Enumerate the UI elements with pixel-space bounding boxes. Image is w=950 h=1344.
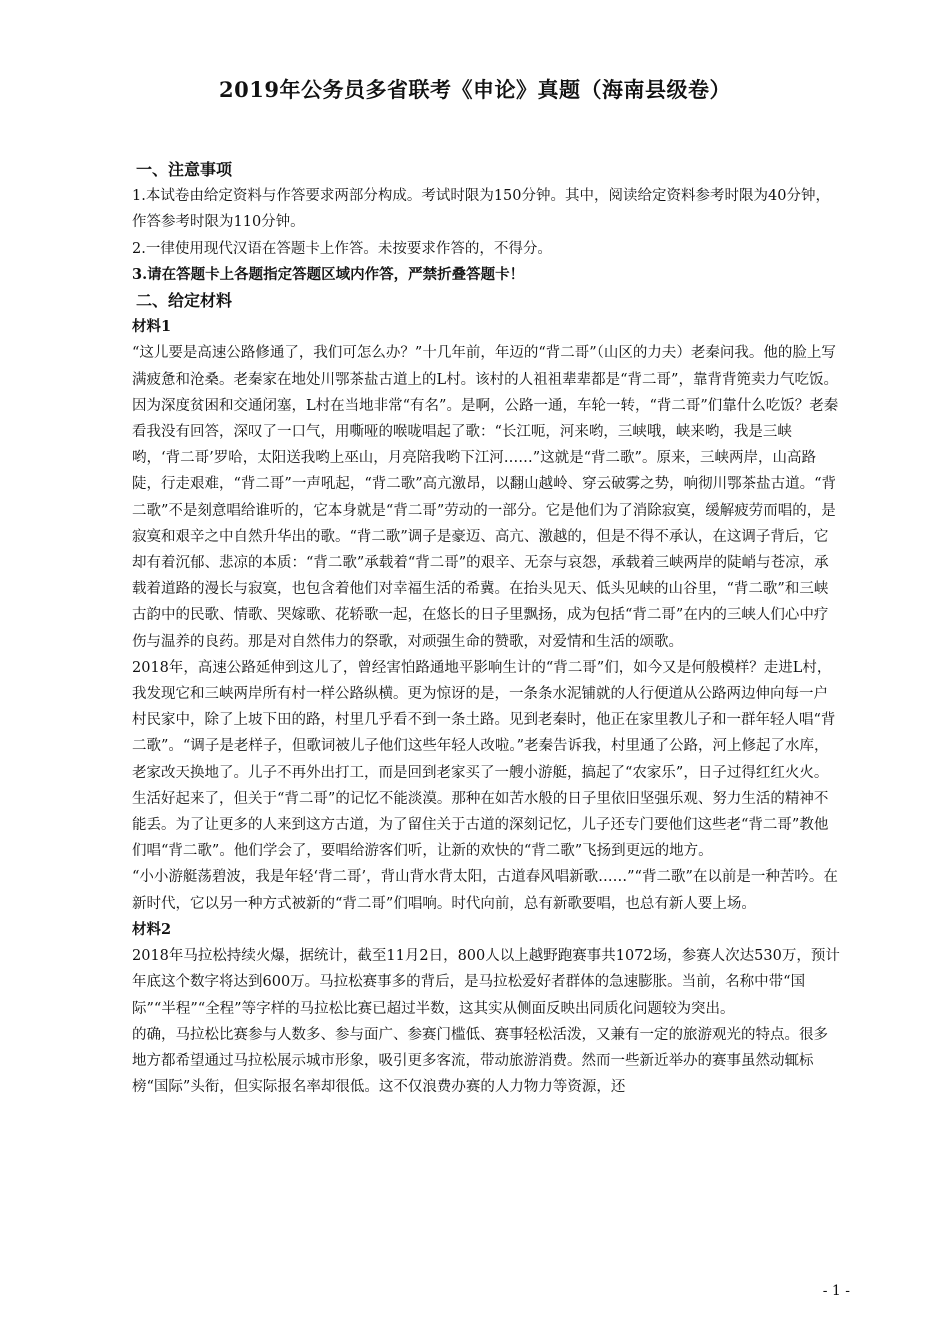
material-2-label: 材料2 — [132, 920, 172, 938]
section-heading-materials: 二、给定材料 — [136, 291, 233, 311]
document-title: 2019年公务员多省联考《申论》真题（海南县级卷） — [219, 77, 731, 102]
material-1-paragraph-2: 2018年，高速公路延伸到这儿了，曾经害怕路通地平影响生计的“背二哥”们，如今又是何般模样？走进L村，我发现它和三峡两岸所有村一样公路纵横。更为惊讶的是，一条条水泥铺就的人行便道从公路两边伸向每一户村民家中，除了上坡下田的路，村里几乎看不到一条土路。见到老秦时，他正在家里教儿子和一群年轻人唱“背二歌”。“调子是老样子，但歌词被儿子他们这些年轻人改啦。”老秦告诉我，村里通了公路，河上修起了水库，老家改天换地了。儿子不再外出打工，而是回到老家买了一艘小游艇，搞起了“农家乐”，日子过得红红火火。生活好起来了，但关于“背二哥”的记忆不能淡漠。那种在如苦水般的日子里依旧坚强乐观、努力生活的精神不能丢。为了让更多的人来到这方古道，为了留住关于古道的深刻记忆，儿子还专门要他们这些老“背二哥”教他们唱“背二歌”。他们学会了，要唱给游客们听，让新的欢快的“背二歌”飞扬到更远的地方。 — [132, 659, 836, 860]
note-3: 3.请在答题卡上各题指定答题区域内作答，严禁折叠答题卡！ — [132, 265, 525, 283]
material-1-paragraph-1: “这儿要是高速公路修通了，我们可怎么办？”十几年前，年迈的“背二哥”（山区的力夫）老秦问我。他的脸上写满疲惫和沧桑。老秦家在地处川鄂茶盐古道上的L村。该村的人祖祖辈辈都是“背二哥”，靠背背篼卖力气吃饭。因为深度贫困和交通闭塞，L村在当地非常“有名”。是啊，公路一通，车轮一转，“背二哥”们靠什么吃饭？老秦看我没有回答，深叹了一口气，用嘶哑的喉咙唱起了歌：“长江呃，河来哟，三峡哦，峡来哟，我是三峡哟，‘背二哥’罗哈，太阳送我哟上巫山，月亮陪我哟下江河……”这就是“背二歌”。原来，三峡两岸，山高路陡，行走艰难，“背二哥”一声吼起，“背二歌”高亢激昂，以翻山越岭、穿云破雾之势，响彻川鄂茶盐古道。“背二歌”不是刻意唱给谁听的，它本身就是“背二哥”劳动的一部分。它是他们为了消除寂寞，缓解疲劳而唱的，是寂寞和艰辛之中自然升华出的歌。“背二歌”调子是豪迈、高亢、激越的，但是不得不承认，在这调子背后，它却有着沉郁、悲凉的本质：“背二歌”承载着“背二哥”的艰辛、无奈与哀怨，承载着三峡两岸的陡峭与苍凉，承载着道路的漫长与寂寞，也包含着他们对幸福生活的希冀。在抬头见天、低头见峡的山谷里，“背二歌”和三峡古韵中的民歌、情歌、哭嫁歌、花轿歌一起，在悠长的日子里飘扬，成为包括“背二哥”在内的三峡人们心中疗伤与温养的良药。那是对自然伟力的祭歌，对顽强生命的赞歌，对爱情和生活的颂歌。 — [132, 345, 839, 650]
section-heading-notes: 一、注意事项 — [136, 160, 233, 179]
material-2-paragraph-2: 的确，马拉松比赛参与人数多、参与面广、参赛门槛低、赛事轻松活泼，又兼有一定的旅游观光的特点。很多地方都希望通过马拉松展示城市形象，吸引更多客流，带动旅游消费。然而一些新近举办的赛事虽然动辄标榜“国际”头衔，但实际报名率却很低。这不仅浪费办赛的人力物力等资源，还 — [132, 1026, 828, 1096]
page-number: - 1 - — [822, 1283, 850, 1299]
note-2: 2.一律使用现代汉语在答题卡上作答。未按要求作答的，不得分。 — [132, 240, 552, 257]
material-1-label: 材料1 — [132, 318, 172, 336]
note-1: 1.本试卷由给定资料与作答要求两部分构成。考试时限为150分钟。其中，阅读给定资料参考时限为40分钟，作答参考时限为110分钟。 — [132, 188, 830, 231]
material-1-paragraph-3: “小小游艇荡碧波，我是年轻‘背二哥’，背山背水背太阳，古道春风唱新歌……”“背二歌”在以前是一种苦吟。在新时代，它以另一种方式被新的“背二哥”们唱响。时代向前，总有新歌要唱，也总有新人要上场。 — [132, 869, 838, 912]
material-2-paragraph-1: 2018年马拉松持续火爆，据统计，截至11月2日，800人以上越野跑赛事共1072场，参赛人次达530万，预计年底这个数字将达到600万。马拉松赛事多的背后，是马拉松爱好者群体的急速膨胀。当前，名称中带“国际”“半程”“全程”等字样的马拉松比赛已超过半数，这其实从侧面反映出同质化问题较为突出。 — [132, 948, 840, 1017]
document-body — [132, 157, 840, 1100]
